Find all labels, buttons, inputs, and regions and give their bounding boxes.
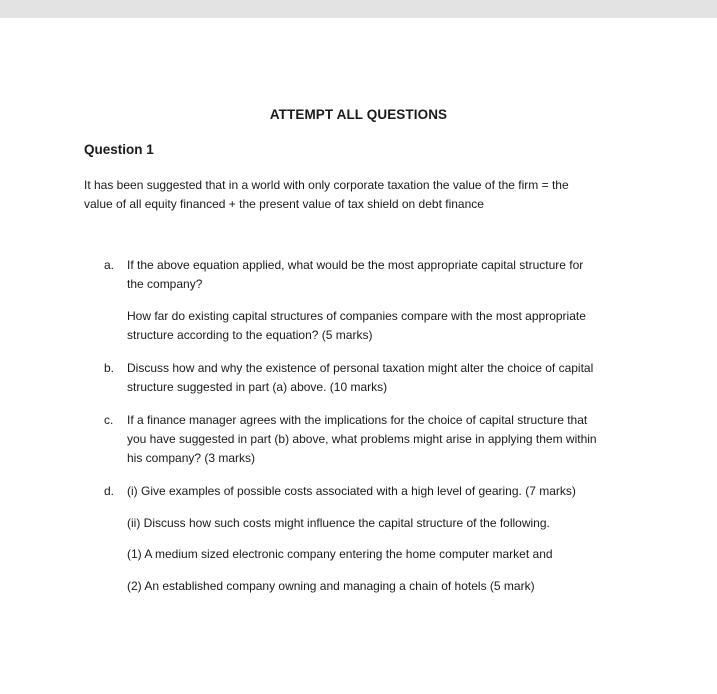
item-line: you have suggested in part (b) above, what problems might arise in applying them within [127,432,597,446]
item-line: How far do existing capital structures of companies compare with the most appropriate [127,309,586,323]
question-item-a-followup [127,307,647,345]
question-item-d-case-1: (1) A medium sized electronic company entering the home computer market and [127,547,553,561]
item-letter: b. [104,361,115,375]
intro-line: value of all equity financed + the present value of tax shield on debt finance [84,197,484,211]
item-line: his company? (3 marks) [127,451,256,465]
question-item-c [104,411,644,468]
question-intro [84,176,644,214]
item-line: the company? [127,277,203,291]
intro-line: It has been suggested that in a world with only corporate taxation the value of the firm = the [84,178,569,192]
item-line: (i) Give examples of possible costs associated with a high level of gearing. (7 marks) [127,484,576,498]
item-letter: a. [104,258,115,272]
document-page [0,18,717,694]
item-letter: d. [104,484,115,498]
viewer-top-bar [0,0,717,18]
question-item-b [104,359,644,397]
item-line: If a finance manager agrees with the implications for the choice of capital structure that [127,413,588,427]
question-title: Question 1 [84,142,154,157]
item-line: structure according to the equation? (5 marks) [127,328,373,342]
question-item-a [104,256,644,294]
item-line: structure suggested in part (a) above. (10 marks) [127,380,388,394]
item-line: Discuss how and why the existence of personal taxation might alter the choice of capital [127,361,594,375]
question-item-d-case-2: (2) An established company owning and managing a chain of hotels (5 mark) [127,579,535,593]
question-item-d-part-ii: (ii) Discuss how such costs might influence the capital structure of the following. [127,516,550,530]
page-heading: ATTEMPT ALL QUESTIONS [269,107,448,122]
item-line: If the above equation applied, what would be the most appropriate capital structure for [127,258,584,272]
item-letter: c. [104,413,114,427]
question-item-d [104,482,644,501]
